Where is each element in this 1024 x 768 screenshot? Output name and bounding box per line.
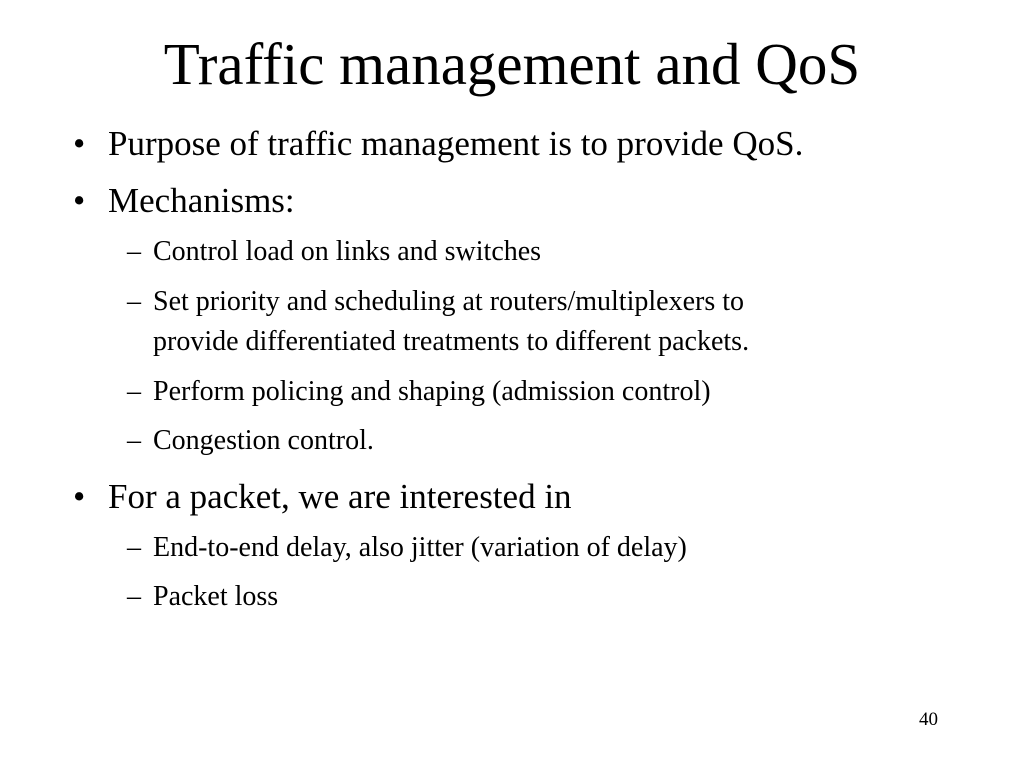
slide-title: Traffic management and QoS <box>163 31 861 97</box>
dash-marker: – <box>127 581 141 612</box>
bullet-text: Purpose of traffic management is to provide QoS. <box>108 124 804 163</box>
bullet-marker: • <box>73 181 86 220</box>
bullet-text: For a packet, we are interested in <box>108 477 572 516</box>
sub-item-text-line-1: Set priority and scheduling at routers/multiplexers to <box>153 286 744 317</box>
bullet-marker: • <box>73 124 86 163</box>
dash-marker: – <box>127 425 141 456</box>
page-number: 40 <box>919 709 938 730</box>
bullet-marker: • <box>73 477 86 516</box>
sub-item-text: Packet loss <box>153 581 279 612</box>
dash-marker: – <box>127 286 141 317</box>
dash-marker: – <box>127 236 141 267</box>
sub-item-text: Perform policing and shaping (admission control) <box>153 376 711 407</box>
dash-marker: – <box>127 376 141 407</box>
sub-item-text: Congestion control. <box>153 425 374 456</box>
sub-item-text: End-to-end delay, also jitter (variation of delay) <box>153 532 687 563</box>
sub-item-text-line-2: provide differentiated treatments to different packets. <box>153 326 750 357</box>
sub-item-text: Control load on links and switches <box>153 236 542 267</box>
dash-marker: – <box>127 532 141 563</box>
bullet-text: Mechanisms: <box>108 181 295 220</box>
